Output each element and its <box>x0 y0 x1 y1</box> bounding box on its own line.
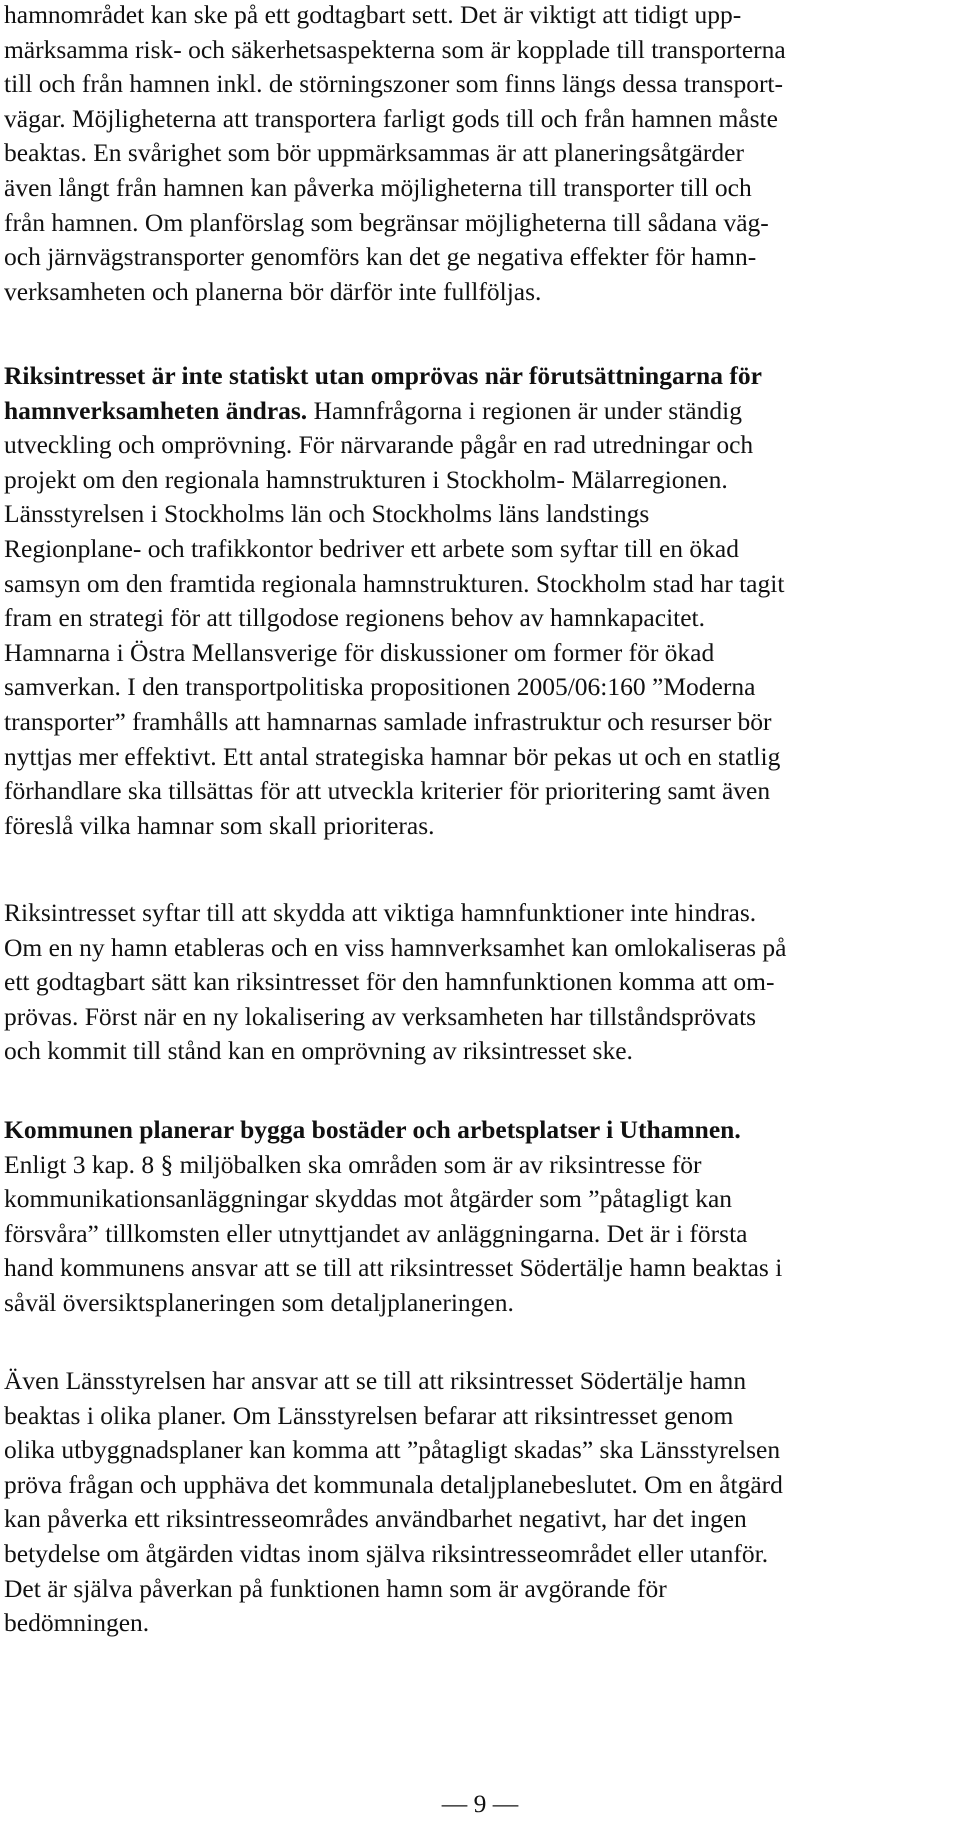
text-line: Länsstyrelsen i Stockholms län och Stockholms läns landstings <box>4 499 650 529</box>
text-line: från hamnen. Om planförslag som begränsar möjligheterna till sådana väg- <box>4 207 769 237</box>
text-line: Riksintresset syftar till att skydda att viktiga hamnfunktioner inte hindras. <box>4 898 757 927</box>
text-line: och järnvägstransporter genomförs kan det ge negativa effekter för hamn- <box>4 242 757 272</box>
text-line: föreslå vilka hamnar som skall prioriteras. <box>4 810 435 840</box>
text-line <box>4 394 784 429</box>
text-line: hamnområdet kan ske på ett godtagbart sett. Det är viktigt att tidigt upp- <box>4 0 742 29</box>
paragraph-riksintresse-purpose <box>4 896 786 1069</box>
bold-lead-sentence: Riksintresset är inte statiskt utan omprövas när förutsättningarna för <box>4 361 762 390</box>
text-line: utveckling och omprövning. För närvarande pågår en rad utredningar och <box>4 430 754 460</box>
text-line: olika utbyggnadsplaner kan komma att ”påtagligt skadas” ska Länsstyrelsen <box>4 1435 781 1465</box>
paragraph-riksintresse-not-static <box>4 359 784 843</box>
text-line: beaktas. En svårighet som bör uppmärksammas är att planeringsåtgärder <box>4 138 744 168</box>
text-line: bedömningen. <box>4 1608 150 1638</box>
section-heading: Kommunen planerar bygga bostäder och arbetsplatser i Uthamnen. <box>4 1115 741 1144</box>
text-line: fram en strategi för att tillgodose regionens behov av hamnkapacitet. <box>4 603 706 633</box>
text-line: beaktas i olika planer. Om Länsstyrelsen befarar att riksintresset genom <box>4 1400 734 1430</box>
paragraph-municipality-plans <box>4 1113 782 1321</box>
text-line: samsyn om den framtida regionala hamnstrukturen. Stockholm stad har tagit <box>4 568 785 598</box>
text-line: nyttjas mer effektivt. Ett antal strategiska hamnar bör pekas ut och en statlig <box>4 741 781 771</box>
text-line: till och från hamnen inkl. de störningszoner som finns längs dessa transport- <box>4 69 784 99</box>
text-line: kommunikationsanläggningar skyddas mot åtgärder som ”påtagligt kan <box>4 1184 733 1214</box>
text-line: såväl översiktsplaneringen som detaljplaneringen. <box>4 1287 514 1317</box>
text-line: verksamheten och planerna bör därför inte fullföljas. <box>4 276 542 306</box>
text-line: Hamnarna i Östra Mellansverige för diskussioner om former för ökad <box>4 637 715 667</box>
text-line: försvåra” tillkomsten eller utnyttjandet av anläggningarna. Det är i första <box>4 1218 748 1248</box>
text-line: och kommit till stånd kan en omprövning av riksintresset ske. <box>4 1036 633 1066</box>
text-line: hand kommunens ansvar att se till att riksintresset Södertälje hamn beaktas i <box>4 1253 783 1283</box>
text-line: märksamma risk- och säkerhetsaspekterna som är kopplade till transporterna <box>4 34 786 64</box>
text-line: Det är själva påverkan på funktionen hamn som är avgörande för <box>4 1573 667 1603</box>
paragraph-county-board-responsibility <box>4 1364 783 1641</box>
text-line: Om en ny hamn etableras och en viss hamnverksamhet kan omlokaliseras på <box>4 932 787 962</box>
bold-lead-sentence-end: hamnverksamheten ändras. <box>4 395 308 425</box>
text-line: Regionplane- och trafikkontor bedriver ett arbete som syftar till en ökad <box>4 533 740 563</box>
paragraph-port-transport-risks <box>4 0 786 309</box>
text-line: transporter” framhålls att hamnarnas samlade infrastruktur och resurser bör <box>4 706 772 736</box>
text-line: prövas. Först när en ny lokalisering av verksamheten har tillståndsprövats <box>4 1001 757 1031</box>
text-line: Enligt 3 kap. 8 § miljöbalken ska områden som är av riksintresse för <box>4 1149 702 1179</box>
text-line: kan påverka ett riksintresseområdes användbarhet negativt, har det ingen <box>4 1504 747 1534</box>
text-line: vägar. Möjligheterna att transportera farligt gods till och från hamnen måste <box>4 103 778 133</box>
page-number: — 9 — <box>441 1789 519 1818</box>
text-line: betydelse om åtgärden vidtas inom själva riksintresseområdet eller utanför. <box>4 1538 769 1568</box>
text-line: förhandlare ska tillsättas för att utveckla kriterier för prioritering samt även <box>4 776 771 806</box>
text-line: ett godtagbart sätt kan riksintresset för den hamnfunktionen komma att om- <box>4 967 775 997</box>
text-line: samverkan. I den transportpolitiska propositionen 2005/06:160 ”Moderna <box>4 672 756 702</box>
text-line: Även Länsstyrelsen har ansvar att se till att riksintresset Södertälje hamn <box>4 1366 747 1395</box>
text-line-rest: Hamnfrågorna i regionen är under ständig <box>307 395 742 425</box>
text-line: projekt om den regionala hamnstrukturen i Stockholm- Mälarregionen. <box>4 464 728 494</box>
text-line: pröva frågan och upphäva det kommunala detaljplanebeslutet. Om en åtgärd <box>4 1469 783 1499</box>
text-line: även långt från hamnen kan påverka möjligheterna till transporter till och <box>4 172 752 202</box>
